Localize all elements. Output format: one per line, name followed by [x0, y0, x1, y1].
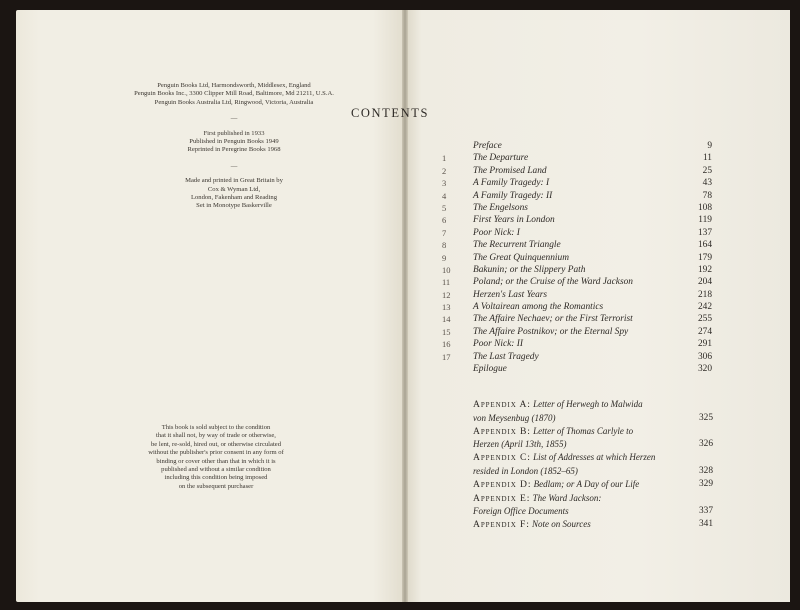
toc-list: [442, 140, 712, 375]
page-number: 164: [697, 240, 712, 251]
chapter-number: 6: [442, 215, 447, 226]
appendix-title: von Meysenbug (1870): [473, 412, 556, 423]
page-number: 325: [698, 412, 713, 423]
printer-line: London, Fakenham and Reading: [190, 194, 278, 202]
page-number: 9: [707, 141, 712, 151]
appendix-label: Appendix C:: [473, 452, 531, 464]
appendix-row: [473, 438, 713, 451]
appendix-title: Foreign Office Documents: [473, 506, 569, 517]
appendix-row: [473, 451, 713, 465]
toc-row: [442, 351, 712, 363]
toc-row: [442, 326, 712, 338]
page-number: 43: [702, 178, 712, 189]
toc-row: [442, 301, 712, 313]
toc-row: [442, 338, 712, 350]
appendix-row: [473, 398, 713, 412]
toc-row: [442, 152, 712, 164]
page-number: 25: [702, 165, 712, 176]
chapter-number: 15: [442, 326, 451, 337]
divider-dash: —: [230, 162, 238, 170]
chapter-title: The Great Quinquennium: [473, 252, 569, 263]
conditions-line: published and without a similar condition: [161, 466, 271, 474]
chapter-title: Preface: [473, 141, 502, 151]
toc-row: [442, 165, 712, 177]
chapter-title: The Promised Land: [473, 165, 547, 176]
imprint-line: Penguin Books Ltd, Harmondsworth, Middlesex, England: [157, 82, 311, 89]
chapter-number: 4: [442, 190, 447, 201]
chapter-title: The Affaire Nechaev; or the First Terrorist: [473, 314, 633, 325]
chapter-number: 13: [442, 302, 451, 313]
chapter-number: 17: [442, 351, 451, 362]
chapter-number: 7: [442, 227, 447, 238]
appendix-title: Letter of Thomas Carlyle to: [533, 425, 634, 436]
appendix-row: [473, 425, 713, 439]
history-line: Reprinted in Peregrine Books 1968: [187, 146, 281, 154]
page-number: 326: [698, 439, 713, 450]
chapter-number: 12: [442, 289, 451, 300]
appendix-label: Appendix F:: [473, 519, 530, 531]
page-number: 306: [697, 351, 712, 362]
chapter-number: 11: [442, 277, 451, 288]
toc-row: [442, 252, 712, 264]
chapter-number: 3: [442, 178, 447, 189]
page-number: 274: [697, 326, 712, 337]
chapter-title: Epilogue: [473, 364, 507, 375]
conditions-line: without the publisher's prior consent in any form of: [148, 449, 284, 457]
page-number: 242: [697, 302, 712, 313]
chapter-title: The Engelsons: [473, 202, 528, 213]
appendix-label: Appendix B:: [473, 425, 531, 437]
printer-line: Made and printed in Great Britain by: [185, 177, 283, 185]
toc-row: [442, 214, 712, 226]
appendix-title: Bedlam; or A Day of our Life: [533, 478, 640, 489]
appendix-row: [473, 412, 713, 425]
appendix-row: [473, 505, 713, 518]
left-page: [16, 10, 404, 602]
conditions-line: binding or cover other than that in which it is: [156, 457, 276, 465]
toc-row: [442, 202, 712, 214]
page-number: 218: [697, 289, 712, 300]
toc-row: [442, 289, 712, 301]
page-number: 137: [697, 227, 712, 238]
chapter-number: 10: [442, 264, 451, 275]
chapter-title: Herzen's Last Years: [473, 289, 548, 300]
chapter-title: A Family Tragedy: II: [473, 190, 553, 201]
toc-row: [442, 313, 712, 325]
page-number: 255: [697, 314, 712, 325]
appendix-title: Herzen (April 13th, 1855): [473, 439, 567, 450]
history-line: First published in 1933: [203, 129, 265, 137]
toc-row: [442, 239, 712, 251]
imprint-block: [76, 82, 392, 211]
conditions-line: on the subsequent purchaser: [178, 482, 254, 490]
imprint-line: Penguin Books Inc., 3300 Clipper Mill Road, Baltimore, Md 21211, U.S.A.: [134, 90, 334, 98]
chapter-title: First Years in London: [473, 215, 555, 226]
printer-line: Cox & Wyman Ltd,: [207, 185, 261, 193]
chapter-title: Bakunin; or the Slippery Path: [473, 264, 586, 275]
appendix-title: Note on Sources: [532, 519, 591, 530]
appendix-title: The Ward Jackson:: [532, 492, 602, 503]
page-number: 179: [697, 252, 712, 263]
appendix-row: [473, 492, 713, 506]
appendix-label: Appendix D:: [473, 478, 532, 490]
page-number: 320: [697, 364, 712, 375]
page-number: 108: [697, 202, 712, 213]
divider-dash: —: [230, 115, 238, 123]
page-number: 11: [702, 153, 712, 164]
appendix-row: [473, 518, 713, 532]
chapter-title: The Last Tragedy: [473, 351, 539, 362]
appendix-title: resided in London (1852–65): [473, 465, 578, 476]
appendix-title: List of Addresses at which Herzen: [533, 452, 656, 463]
chapter-title: A Family Tragedy: I: [473, 178, 550, 189]
contents-title: CONTENTS: [350, 106, 430, 120]
conditions-line: including this condition being imposed: [164, 474, 268, 482]
conditions-line: be lent, re-sold, hired out, or otherwise circulated: [151, 440, 281, 448]
chapter-number: 5: [442, 202, 447, 213]
chapter-number: 16: [442, 339, 451, 350]
toc-row: [442, 264, 712, 276]
chapter-title: The Affaire Postnikov; or the Eternal Spy: [473, 326, 629, 337]
page-number: 291: [697, 339, 712, 350]
chapter-number: 1: [442, 153, 447, 164]
chapter-title: The Departure: [473, 153, 529, 164]
conditions-line: that it shall not, by way of trade or otherwise,: [156, 432, 276, 440]
conditions-block: [96, 424, 336, 491]
book-gutter: [402, 10, 408, 602]
history-line: Published in Penguin Books 1949: [189, 138, 279, 146]
chapter-number: 14: [442, 314, 451, 325]
chapter-title: Poor Nick: I: [473, 227, 520, 238]
page-number: 337: [698, 506, 713, 517]
chapter-title: Poland; or the Cruise of the Ward Jackson: [473, 277, 633, 288]
toc-row: [442, 227, 712, 239]
printer-line: Set in Monotype Baskerville: [196, 202, 272, 210]
chapter-title: Poor Nick: II: [473, 339, 523, 350]
appendix-row: [473, 465, 713, 478]
toc-row: [442, 177, 712, 189]
appendix-list: [473, 398, 713, 532]
page-number: 204: [697, 277, 712, 288]
chapter-title: The Recurrent Triangle: [473, 240, 561, 251]
page-number: 328: [698, 465, 713, 476]
toc-row: [442, 190, 712, 202]
chapter-number: 2: [442, 165, 447, 176]
appendix-label: Appendix E:: [473, 492, 531, 504]
conditions-line: This book is sold subject to the condition: [161, 424, 271, 431]
page-number: 78: [702, 190, 712, 201]
imprint-line: Penguin Books Australia Ltd, Ringwood, Victoria, Australia: [154, 98, 314, 106]
page-number: 192: [697, 264, 712, 275]
chapter-title: A Voltairean among the Romantics: [473, 302, 604, 313]
page-number: 341: [698, 519, 713, 530]
appendix-title: Letter of Herwegh to Malwida: [533, 399, 643, 409]
chapter-number: 9: [442, 252, 447, 263]
appendix-row: [473, 478, 713, 492]
appendix-label: Appendix A:: [473, 399, 531, 410]
chapter-number: 8: [442, 240, 447, 251]
page-number: 329: [698, 478, 713, 489]
toc-row: [442, 276, 712, 288]
toc-row: [442, 140, 712, 152]
page-number: 119: [698, 215, 712, 226]
toc-row: [442, 363, 712, 375]
